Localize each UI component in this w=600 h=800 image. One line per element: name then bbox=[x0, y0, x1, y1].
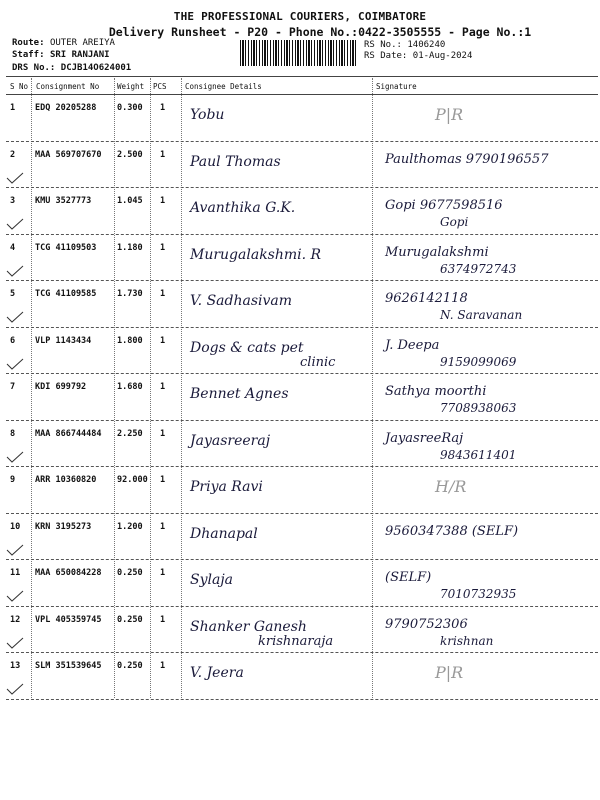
signature-text-line2: N. Saravanan bbox=[440, 308, 523, 322]
col-sno: S No bbox=[10, 82, 29, 91]
rs-date-value: 01-Aug-2024 bbox=[412, 51, 473, 61]
col-pcs: PCS bbox=[153, 82, 167, 91]
signature-text: 9790752306 bbox=[385, 616, 468, 632]
cell-consignment: KMU 3527773 bbox=[35, 196, 92, 206]
signature-text-line2: 9843611401 bbox=[440, 447, 517, 462]
cell-weight: 1.200 bbox=[117, 521, 143, 532]
cell-weight: 1.180 bbox=[117, 242, 143, 253]
cell-consignment: EDQ 20205288 bbox=[35, 103, 97, 113]
row-divider bbox=[6, 327, 598, 328]
row-divider bbox=[6, 280, 598, 281]
rs-no-value: 1406240 bbox=[407, 40, 446, 50]
checkmark-icon bbox=[6, 172, 24, 184]
cell-pcs: 1 bbox=[160, 103, 166, 113]
signature-text: Sathya moorthi bbox=[385, 384, 487, 399]
cell-sno: 6 bbox=[10, 335, 16, 346]
drs-label: DRS No.: bbox=[12, 63, 56, 73]
cell-pcs: 1 bbox=[160, 475, 166, 485]
signature-text: J. Deepa bbox=[385, 337, 440, 353]
col-signature: Signature bbox=[376, 82, 417, 91]
cell-pcs: 1 bbox=[160, 428, 166, 439]
route-label: Route: bbox=[12, 38, 45, 48]
cell-weight: 1.680 bbox=[117, 382, 143, 392]
staff-value: SRI RANJANI bbox=[49, 50, 110, 60]
signature-text: 9560347388 (SELF) bbox=[385, 523, 519, 539]
cell-weight: 1.800 bbox=[117, 335, 143, 346]
cell-weight: 2.500 bbox=[117, 149, 143, 160]
cell-pcs: 1 bbox=[160, 521, 166, 532]
cell-pcs: 1 bbox=[160, 149, 166, 160]
consignee-name-line2: krishnaraja bbox=[258, 633, 334, 649]
cell-sno: 9 bbox=[10, 475, 16, 485]
cell-sno: 1 bbox=[10, 103, 16, 113]
checkmark-icon bbox=[6, 358, 24, 370]
checkmark-icon bbox=[6, 683, 24, 695]
consignee-name: Yobu bbox=[190, 107, 225, 123]
consignee-name: Dogs & cats pet bbox=[190, 339, 304, 356]
checkmark-icon bbox=[6, 311, 24, 323]
row-divider bbox=[6, 606, 598, 607]
consignee-name: Bennet Agnes bbox=[190, 386, 289, 402]
checkmark-icon bbox=[6, 544, 24, 556]
signature-text-line2: krishnan bbox=[440, 633, 494, 648]
cell-consignment: MAA 569707670 bbox=[35, 149, 102, 160]
cell-consignment: MAA 866744484 bbox=[35, 428, 102, 439]
cell-sno: 10 bbox=[10, 521, 21, 532]
row-divider bbox=[6, 373, 598, 374]
cell-sno: 7 bbox=[10, 382, 16, 392]
staff-line bbox=[12, 50, 110, 60]
consignee-name: Dhanapal bbox=[190, 525, 258, 542]
rs-date-label: RS Date: bbox=[364, 51, 408, 61]
cell-consignment: KRN 3195273 bbox=[35, 521, 92, 532]
route-line bbox=[12, 38, 115, 48]
consignee-name: Murugalakshmi. R bbox=[190, 246, 322, 263]
row-divider bbox=[6, 187, 598, 188]
signature-text-line2: Gopi bbox=[440, 215, 469, 229]
cell-pcs: 1 bbox=[160, 335, 166, 346]
consignee-name: V. Sadhasivam bbox=[190, 293, 293, 309]
row-divider bbox=[6, 699, 598, 700]
signature-text: Murugalakshmi bbox=[385, 244, 489, 260]
cell-pcs: 1 bbox=[160, 382, 166, 392]
cell-sno: 8 bbox=[10, 428, 16, 439]
cell-weight: 2.250 bbox=[117, 428, 143, 439]
col-consignee: Consignee Details bbox=[185, 82, 262, 91]
row-divider bbox=[6, 513, 598, 514]
cell-sno: 5 bbox=[10, 289, 16, 299]
signature-text: P|R bbox=[435, 105, 464, 124]
cell-weight: 0.250 bbox=[117, 614, 143, 625]
signature-text-line2: 9159099069 bbox=[440, 354, 517, 369]
cell-pcs: 1 bbox=[160, 196, 166, 206]
signature-text-line2: 6374972743 bbox=[440, 261, 517, 276]
cell-sno: 2 bbox=[10, 149, 16, 160]
consignee-name: V. Jeera bbox=[190, 665, 244, 681]
signature-text-line2: 7708938063 bbox=[440, 401, 517, 415]
checkmark-icon bbox=[6, 265, 24, 277]
signature-text: Gopi 9677598516 bbox=[385, 198, 503, 213]
row-divider bbox=[6, 141, 598, 142]
cell-sno: 3 bbox=[10, 196, 16, 206]
signature-text: 9626142118 bbox=[385, 291, 468, 306]
cell-consignment: KDI 699792 bbox=[35, 382, 87, 392]
cell-consignment: TCG 41109503 bbox=[35, 242, 97, 253]
signature-text: (SELF) bbox=[385, 570, 432, 585]
signature-text-line2: 7010732935 bbox=[440, 587, 517, 601]
row-divider bbox=[6, 420, 598, 421]
signature-text: P|R bbox=[435, 663, 464, 682]
runsheet-title: Delivery Runsheet - P20 - Phone No.:0422-3505555 - Page No.:1 bbox=[108, 25, 532, 39]
signature-text: JayasreeRaj bbox=[385, 430, 464, 446]
cell-consignment: ARR 10360820 bbox=[35, 475, 97, 485]
cell-consignment: VPL 405359745 bbox=[35, 614, 102, 625]
checkmark-icon bbox=[6, 590, 24, 602]
row-divider bbox=[6, 466, 598, 467]
row-divider bbox=[6, 652, 598, 653]
col-weight: Weight bbox=[117, 82, 145, 91]
cell-weight: 1.730 bbox=[117, 289, 143, 299]
row-divider bbox=[6, 559, 598, 560]
header-bottom-rule bbox=[6, 94, 598, 95]
cell-weight: 1.045 bbox=[117, 196, 143, 206]
rs-no-line bbox=[364, 40, 445, 50]
cell-weight: 0.300 bbox=[117, 103, 143, 113]
consignee-name-line2: clinic bbox=[300, 354, 336, 370]
signature-text: Paulthomas 9790196557 bbox=[385, 151, 549, 167]
consignee-name: Paul Thomas bbox=[190, 153, 281, 170]
cell-pcs: 1 bbox=[160, 289, 166, 299]
barcode bbox=[240, 40, 356, 66]
header-top-rule bbox=[6, 76, 598, 77]
cell-consignment: SLM 351539645 bbox=[35, 661, 102, 671]
row-divider bbox=[6, 234, 598, 235]
drs-value: DCJB14O624001 bbox=[60, 63, 132, 73]
cell-consignment: MAA 650084228 bbox=[35, 568, 102, 578]
rs-date-line bbox=[364, 51, 472, 61]
signature-text: H/R bbox=[435, 477, 467, 496]
staff-label: Staff: bbox=[12, 50, 45, 60]
cell-sno: 13 bbox=[10, 661, 21, 671]
cell-weight: 92.000 bbox=[117, 475, 148, 485]
consignee-name: Jayasreeraj bbox=[190, 432, 271, 449]
cell-weight: 0.250 bbox=[117, 661, 143, 671]
checkmark-icon bbox=[6, 637, 24, 649]
rs-no-label: RS No.: bbox=[364, 40, 402, 50]
cell-pcs: 1 bbox=[160, 242, 166, 253]
consignee-name: Sylaja bbox=[190, 572, 234, 588]
cell-sno: 4 bbox=[10, 242, 16, 253]
cell-pcs: 1 bbox=[160, 568, 166, 578]
checkmark-icon bbox=[6, 451, 24, 463]
cell-sno: 12 bbox=[10, 614, 21, 625]
consignee-name: Priya Ravi bbox=[190, 479, 263, 495]
company-name: THE PROFESSIONAL COURIERS, COIMBATORE bbox=[173, 10, 427, 23]
cell-weight: 0.250 bbox=[117, 568, 143, 578]
col-consignment: Consignment No bbox=[36, 82, 100, 91]
cell-pcs: 1 bbox=[160, 661, 166, 671]
route-value: OUTER AREIYA bbox=[49, 38, 115, 48]
checkmark-icon bbox=[6, 218, 24, 230]
cell-pcs: 1 bbox=[160, 614, 166, 625]
consignee-name: Shanker Ganesh bbox=[190, 618, 307, 635]
cell-consignment: TCG 41109585 bbox=[35, 289, 97, 299]
cell-consignment: VLP 1143434 bbox=[35, 335, 92, 346]
consignee-name: Avanthika G.K. bbox=[190, 200, 296, 216]
drs-line bbox=[12, 63, 131, 73]
cell-sno: 11 bbox=[10, 568, 21, 578]
